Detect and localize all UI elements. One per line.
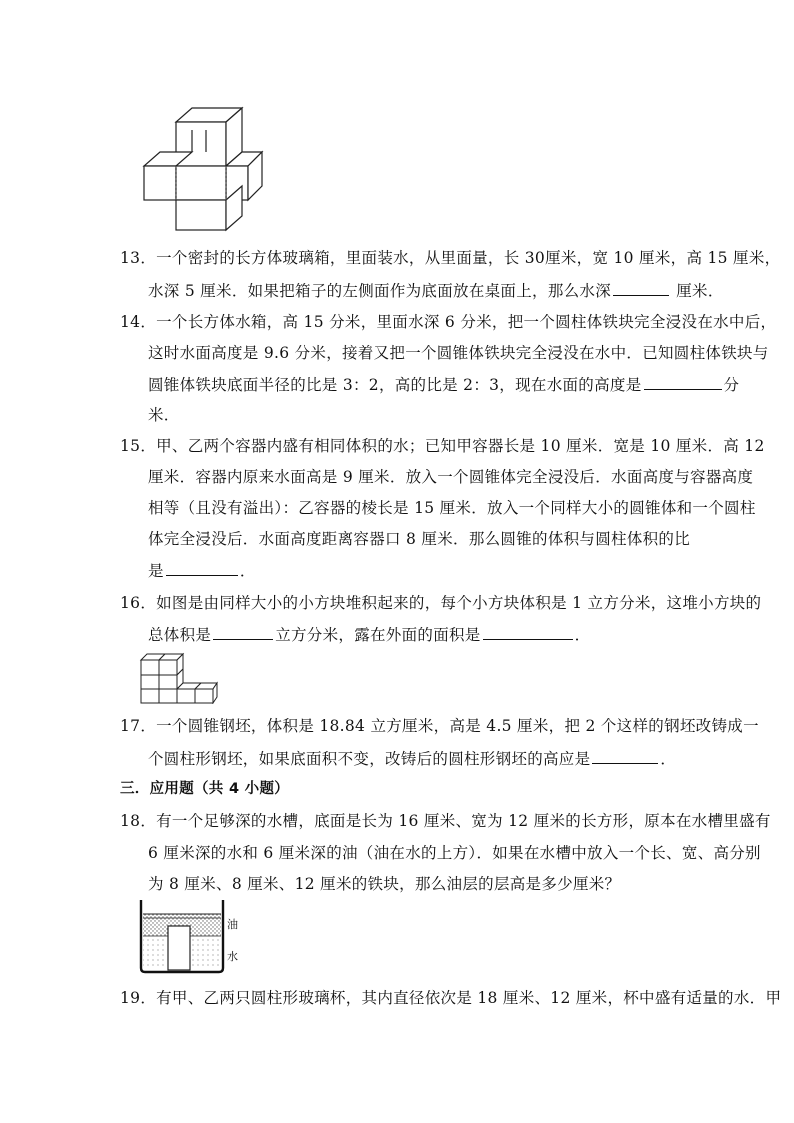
q13-line-2-text: 水深 5 厘米．如果把箱子的左侧面作为底面放在桌面上，那么水深 (148, 282, 612, 300)
q16-line-1: 16．如图是由同样大小的小方块堆积起来的，每个小方块体积是 1 立方分米，这堆小方块的 (120, 594, 762, 612)
q13-line-2 (148, 280, 724, 301)
q14-line-3-text: 圆锥体铁块底面半径的比是 3：2，高的比是 2：3，现在水面的高度是 (148, 376, 642, 394)
q16-volume-blank[interactable] (213, 624, 273, 640)
q15-line-5-tail: ． (239, 562, 256, 580)
q18-line-1: 18．有一个足够深的水槽，底面是长为 16 厘米、宽为 12 厘米的长方形，原本在水槽里盛有 (120, 812, 771, 830)
q15-line-3: 相等（且没有溢出）：乙容器的棱长是 15 厘米．放入一个同样大小的圆锥体和一个圆柱 (148, 499, 756, 517)
q13-answer-blank[interactable] (613, 280, 669, 296)
q13-line-1: 13．一个密封的长方体玻璃箱，里面装水，从里面量，长 30厘米，宽 10 厘米，高 15 厘米， (120, 249, 781, 267)
q15-line-5-text: 是 (148, 562, 164, 580)
tank-figure (136, 898, 246, 976)
section-3-heading: 三．应用题（共 4 小题） (120, 781, 290, 797)
q15-line-1: 15．甲、乙两个容器内盛有相同体积的水；已知甲容器长是 10 厘米．宽是 10 厘米．高 12 (120, 437, 765, 455)
q15-line-2: 厘米．容器内原来水面高是 9 厘米．放入一个圆锥体完全浸没后．水面高度与容器高度 (148, 468, 754, 486)
q18-line-3: 为 8 厘米、8 厘米、12 厘米的铁块，那么油层的层高是多少厘米？ (148, 875, 621, 893)
stacked-cubes-figure (138, 650, 218, 704)
q15-answer-blank[interactable] (166, 560, 238, 576)
q14-answer-blank[interactable] (644, 374, 722, 390)
q17-line-2-tail: ． (660, 750, 677, 768)
q14-line-1: 14．一个长方体水箱，高 15 分米，里面水深 6 分米，把一个圆柱体铁块完全浸没在水中后， (120, 313, 777, 331)
q17-line-2-text: 个圆柱形钢坯，如果底面积不变，改铸后的圆柱形钢坯的高应是 (148, 750, 591, 768)
q17-line-1: 17．一个圆锥钢坯，体积是 18.84 立方厘米，高是 4.5 厘米，把 2 个这样的钢坯改铸成一 (120, 717, 759, 735)
oil-label: 油 (227, 918, 238, 931)
q17-answer-blank[interactable] (592, 748, 658, 764)
q16-line-2-mid: 立方分米，露在外面的面积是 (275, 626, 481, 644)
q15-line-4: 体完全浸没后．水面高度距离容器口 8 厘米．那么圆锥的体积与圆柱体积的比 (148, 530, 691, 548)
q13-line-2-tail: 厘米． (671, 282, 724, 300)
q19-line-1: 19．有甲、乙两只圆柱形玻璃杯，其内直径依次是 18 厘米、12 厘米，杯中盛有适量的水．甲 (120, 989, 782, 1007)
q14-line-3 (148, 374, 739, 395)
q17-line-2 (148, 748, 676, 769)
q16-line-2-tail: ． (574, 626, 591, 644)
iron-block (168, 926, 190, 970)
q14-line-2: 这时水面高度是 9.6 分米，接着又把一个圆锥体铁块完全浸没在水中．已知圆柱体铁块与 (148, 344, 769, 362)
q15-line-5 (148, 560, 256, 581)
q14-line-3-tail: 分 (723, 376, 740, 394)
q14-line-4: 米． (148, 406, 180, 424)
water-label: 水 (227, 950, 238, 963)
q18-line-2: 6 厘米深的水和 6 厘米深的油（油在水的上方）．如果在水槽中放入一个长、宽、高分别 (148, 844, 761, 862)
cross-cube-figure (138, 100, 266, 234)
q16-line-2 (148, 624, 590, 645)
q16-line-2-text: 总体积是 (148, 626, 212, 644)
q16-area-blank[interactable] (483, 624, 573, 640)
